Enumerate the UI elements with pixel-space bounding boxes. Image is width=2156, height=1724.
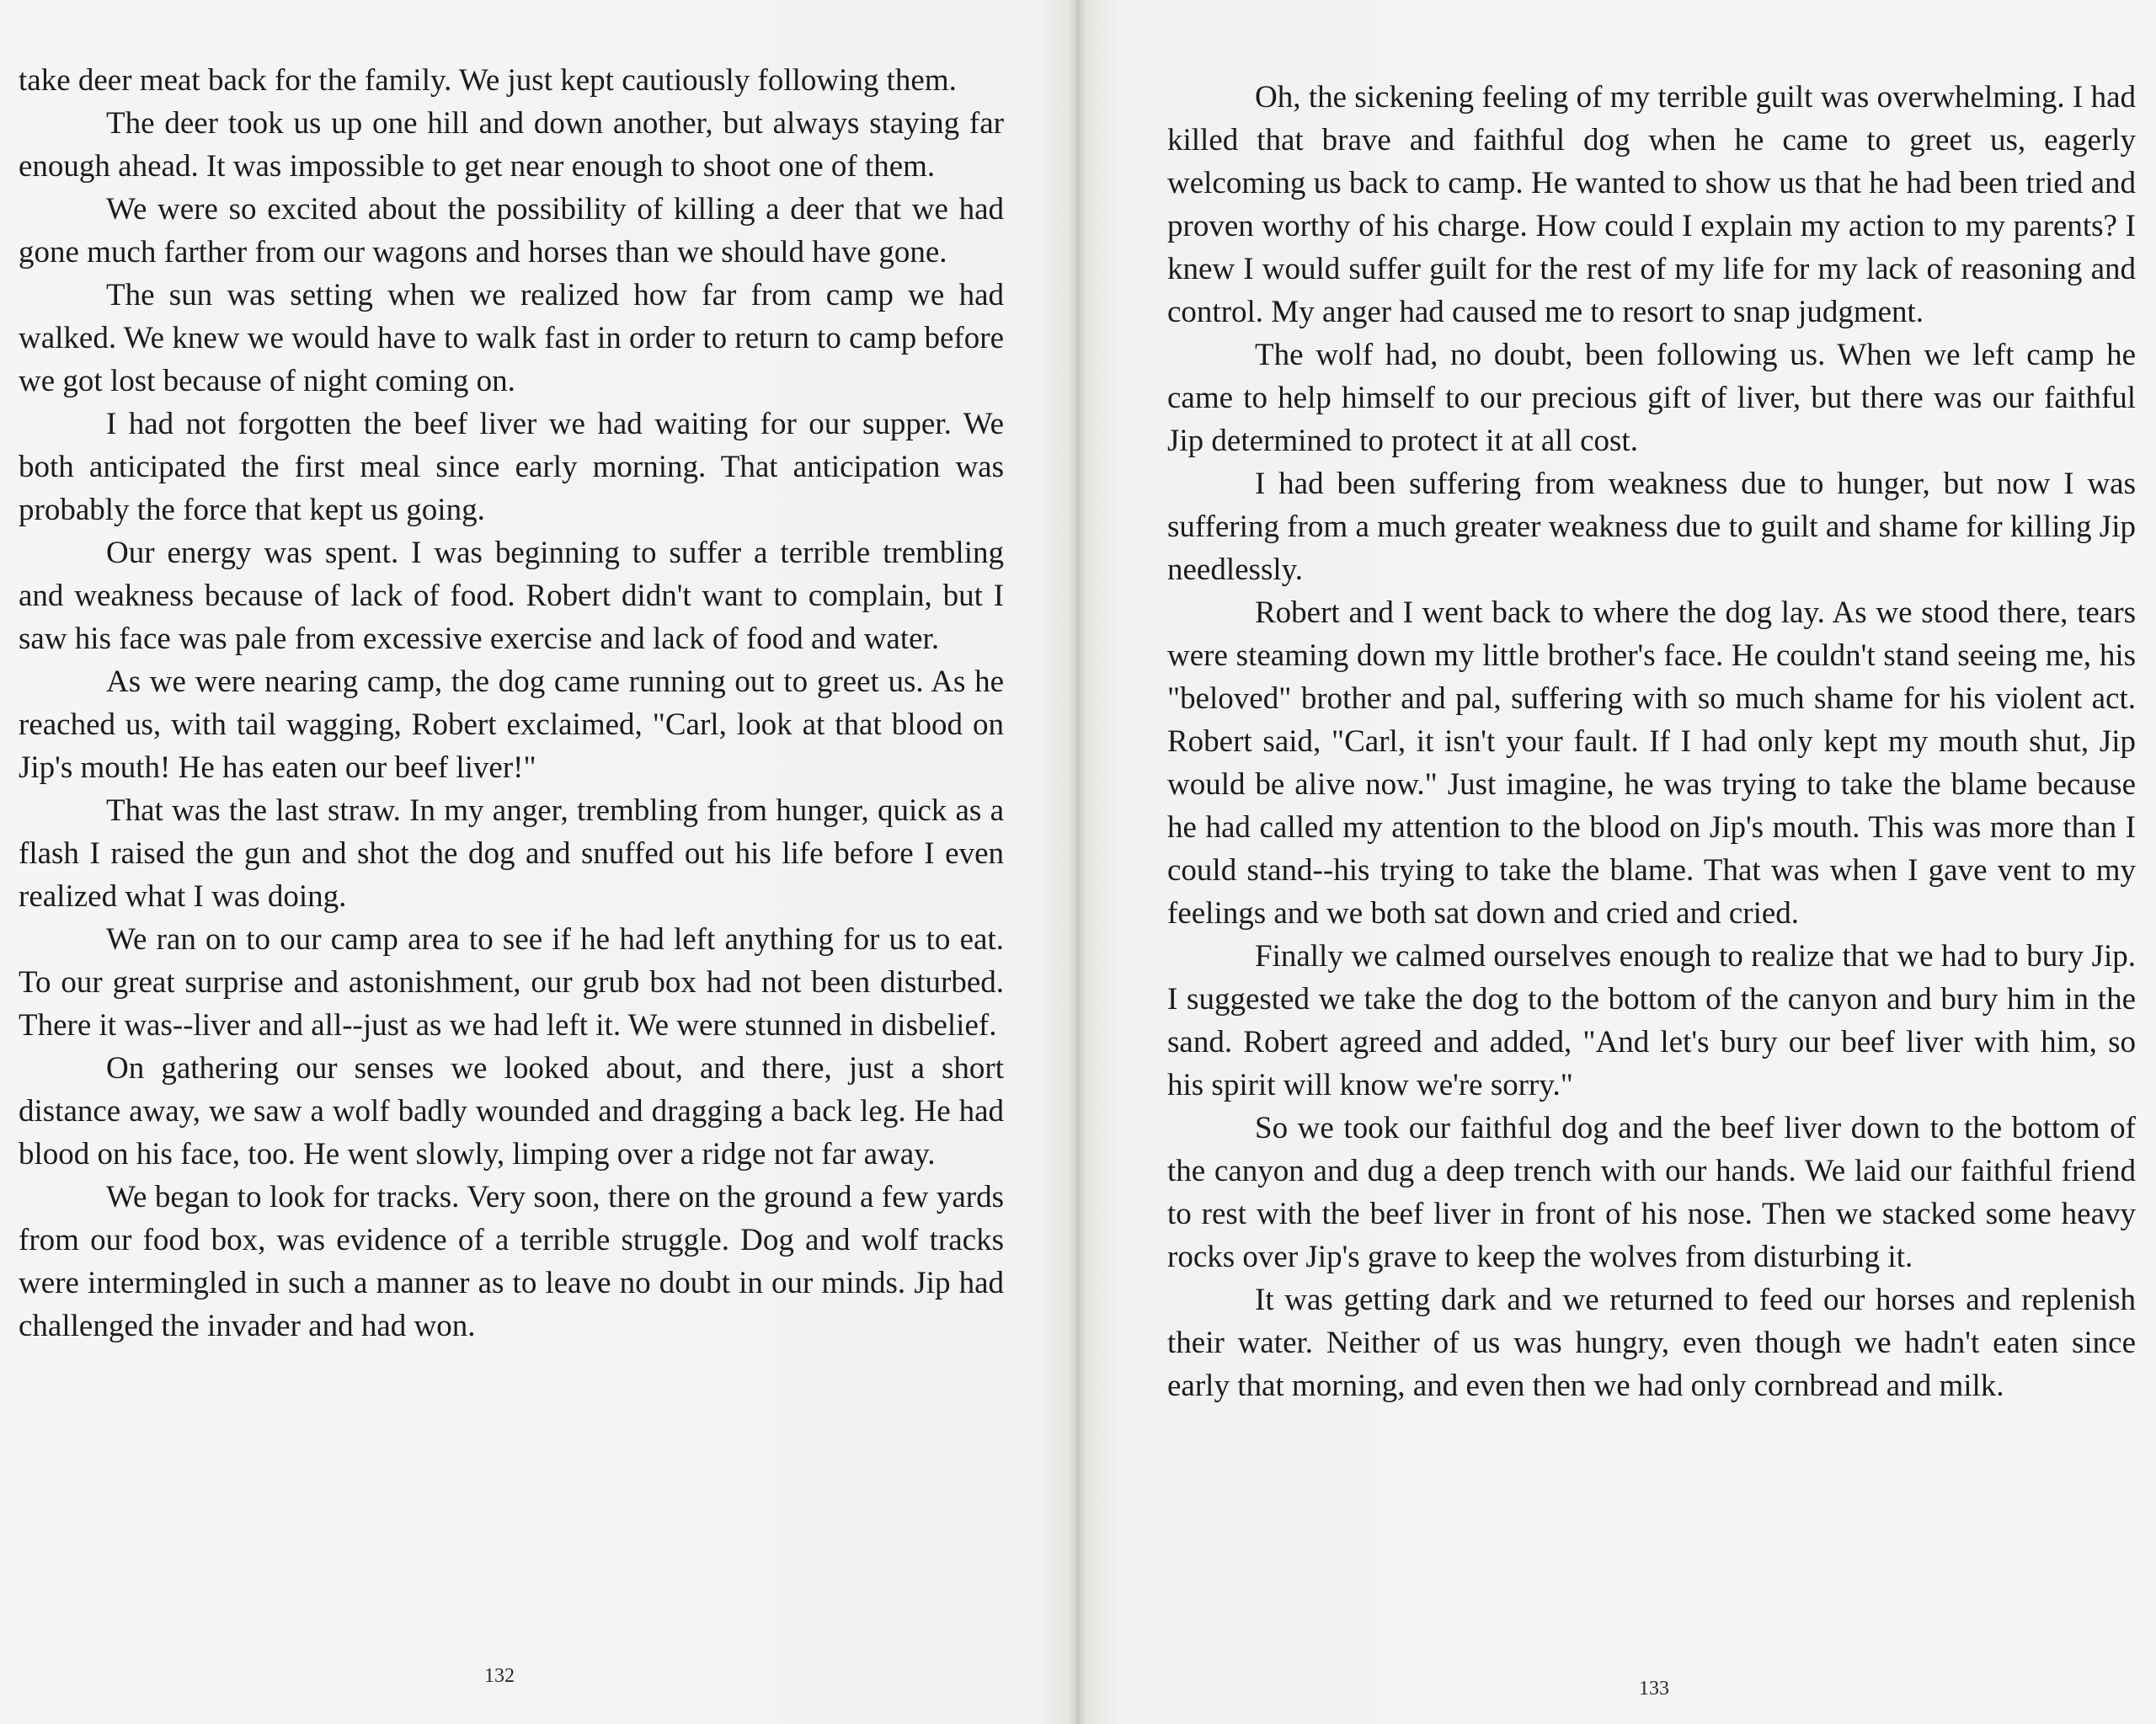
paragraph: As we were nearing camp, the dog came running out to greet us. As he reached us, with tail wagging, Robert exclaimed, "Carl, look at that blood on Jip's mouth! He has eaten our beef liver!" (19, 665, 1004, 785)
paragraph: Finally we calmed ourselves enough to realize that we had to bury Jip. I suggested we take the dog to the bottom of the canyon and bury him in the sand. Robert agreed and added, "And let's bury our beef liver with him, so his spirit will know we're sorry." (1167, 939, 2136, 1102)
paragraph: We were so excited about the possibility of killing a deer that we had gone much farther from our wagons and horses than we should have gone. (19, 192, 1004, 270)
paragraph: So we took our faithful dog and the beef liver down to the bottom of the canyon and dug a deep trench with our hands. We laid our faithful friend to rest with the beef liver in front of his nose. Then we stacked some heavy rocks over Jip's grave to keep the wolves from disturbing it. (1167, 1111, 2136, 1274)
paragraph: We began to look for tracks. Very soon, there on the ground a few yards from our food box, was evidence of a terrible struggle. Dog and wolf tracks were intermingled in such a manner as to leave no doubt in our minds. Jip had challenged the invader and had won. (19, 1180, 1004, 1343)
paragraph: We ran on to our camp area to see if he had left anything for us to eat. To our great surprise and astonishment, our grub box had not been disturbed. There it was--liver and all--just as we had left it. We were stunned in disbelief. (19, 922, 1004, 1043)
page-number-right: 133 (1639, 1678, 1669, 1700)
paragraph: The sun was setting when we realized how far from camp we had walked. We knew we would have to walk fast in order to return to camp before we got lost because of night coming on. (19, 278, 1004, 398)
paragraph: The wolf had, no doubt, been following us. When we left camp he came to help himself to our precious gift of liver, but there was our faithful Jip determined to protect it at all cost. (1167, 338, 2136, 458)
paragraph: Robert and I went back to where the dog lay. As we stood there, tears were steaming down my little brother's face. He couldn't stand seeing me, his "beloved" brother and pal, suffering with so much shame for his violent act. Robert said, "Carl, it isn't your fault. If I had only kept my mouth shut, Jip would be alive now." Just imagine, he was trying to take the blame because he had called my attention to the blood on Jip's mouth. This was more than I could stand--his trying to take the blame. That was when I gave vent to my feelings and we both sat down and cried and cried. (1167, 595, 2136, 931)
paragraph: take deer meat back for the family. We just kept cautiously following them. (19, 63, 957, 98)
left-page (0, 0, 1070, 1724)
paragraph: I had been suffering from weakness due to hunger, but now I was suffering from a much greater weakness due to guilt and shame for killing Jip needlessly. (1167, 467, 2136, 587)
book-gutter (1068, 0, 1088, 1724)
paragraph: On gathering our senses we looked about, and there, just a short distance away, we saw a wolf badly wounded and dragging a back leg. He had blood on his face, too. He went slowly, limping over a ridge not far away. (19, 1051, 1004, 1172)
paragraph: That was the last straw. In my anger, trembling from hunger, quick as a flash I raised the gun and shot the dog and snuffed out his life before I even realized what I was doing. (19, 793, 1004, 914)
paragraph: It was getting dark and we returned to feed our horses and replenish their water. Neither of us was hungry, even though we hadn't eaten since early that morning, and even then we had only cornbread and milk. (1167, 1283, 2136, 1403)
right-page-text (1167, 76, 2136, 1407)
paragraph: I had not forgotten the beef liver we had waiting for our supper. We both anticipated the first meal since early morning. That anticipation was probably the force that kept us going. (19, 407, 1004, 527)
paragraph: The deer took us up one hill and down another, but always staying far enough ahead. It was impossible to get near enough to shoot one of them. (19, 106, 1004, 184)
paragraph: Our energy was spent. I was beginning to suffer a terrible trembling and weakness because of lack of food. Robert didn't want to complain, but I saw his face was pale from excessive exercise and lack of food and water. (19, 536, 1004, 656)
left-page-text (19, 59, 1004, 1348)
right-page (1086, 0, 2156, 1724)
page-number-left: 132 (484, 1665, 515, 1687)
paragraph: Oh, the sickening feeling of my terrible guilt was overwhelming. I had killed that brave and faithful dog when he came to greet us, eagerly welcoming us back to camp. He wanted to show us that he had been tried and proven worthy of his charge. How could I explain my action to my parents? I knew I would suffer guilt for the rest of my life for my lack of reasoning and control. My anger had caused me to resort to snap judgment. (1167, 80, 2136, 329)
